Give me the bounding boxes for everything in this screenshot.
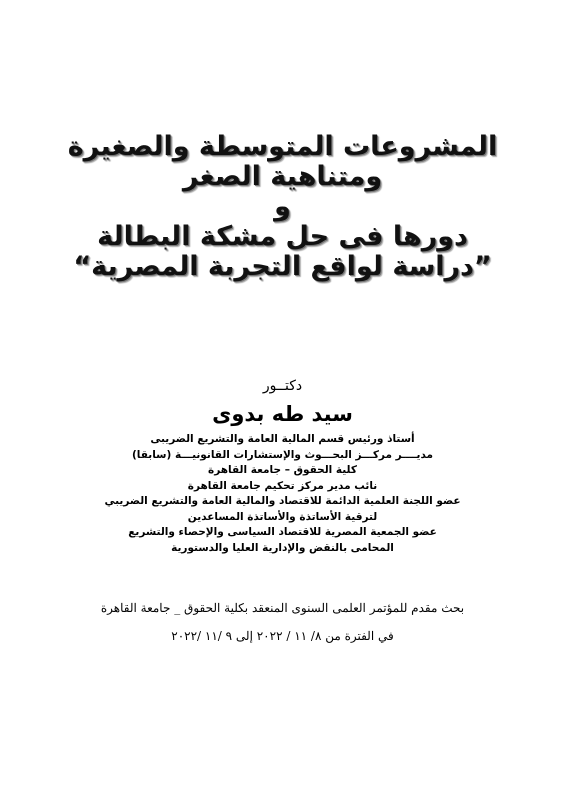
author-position-6: لترقية الأساتذة والأساتذة المساعدين [187, 510, 378, 523]
author-position-7: عضو الجمعية المصرية للاقتصاد السياسى والإحصاء والتشريع [128, 526, 437, 538]
author-position-8: المحامى بالنقض والإدارية العليا والدستورية [171, 541, 394, 554]
title-line-4: دورها فى حل مشكة البطالة [97, 221, 468, 252]
author-position-2: مديــــر مركـــز البحـــوث والإستشارات القانونيـــة (سابقا) [131, 448, 434, 461]
conference-dates: في الفترة من ٨/ ١١ / ٢٠٢٢ إلى ٩ /١١ /٢٠٢٢ [171, 629, 394, 643]
title-line-5: ”دراسة لواقع التجربة المصرية“ [73, 251, 492, 282]
author-position-1: أستاذ ورئيس قسم المالية العامة والتشريع الضريبى [150, 433, 415, 445]
author-position-4: نائب مدير مركز تحكيم جامعة القاهرة [187, 479, 378, 492]
author-name: سيد طه بدوى [212, 402, 353, 426]
author-degree: دكتــور [262, 378, 303, 394]
document-title [0, 132, 565, 282]
author-section [0, 376, 565, 556]
title-line-3: و [274, 191, 291, 222]
conference-line: بحث مقدم للمؤتمر العلمى السنوى المنعقد بكلية الحقوق _ جامعة القاهرة [100, 601, 465, 615]
author-position-3: كلية الحقوق – جامعة القاهرة [208, 464, 357, 476]
title-line-1: المشروعات المتوسطة والصغيرة [67, 131, 498, 162]
title-line-2: ومتناهية الصغر [182, 161, 383, 192]
author-position-5: عضو اللجنة العلمية الدائمة للاقتصاد والمالية العامة والتشريع الضريبي [104, 495, 461, 507]
conference-note [0, 600, 565, 644]
